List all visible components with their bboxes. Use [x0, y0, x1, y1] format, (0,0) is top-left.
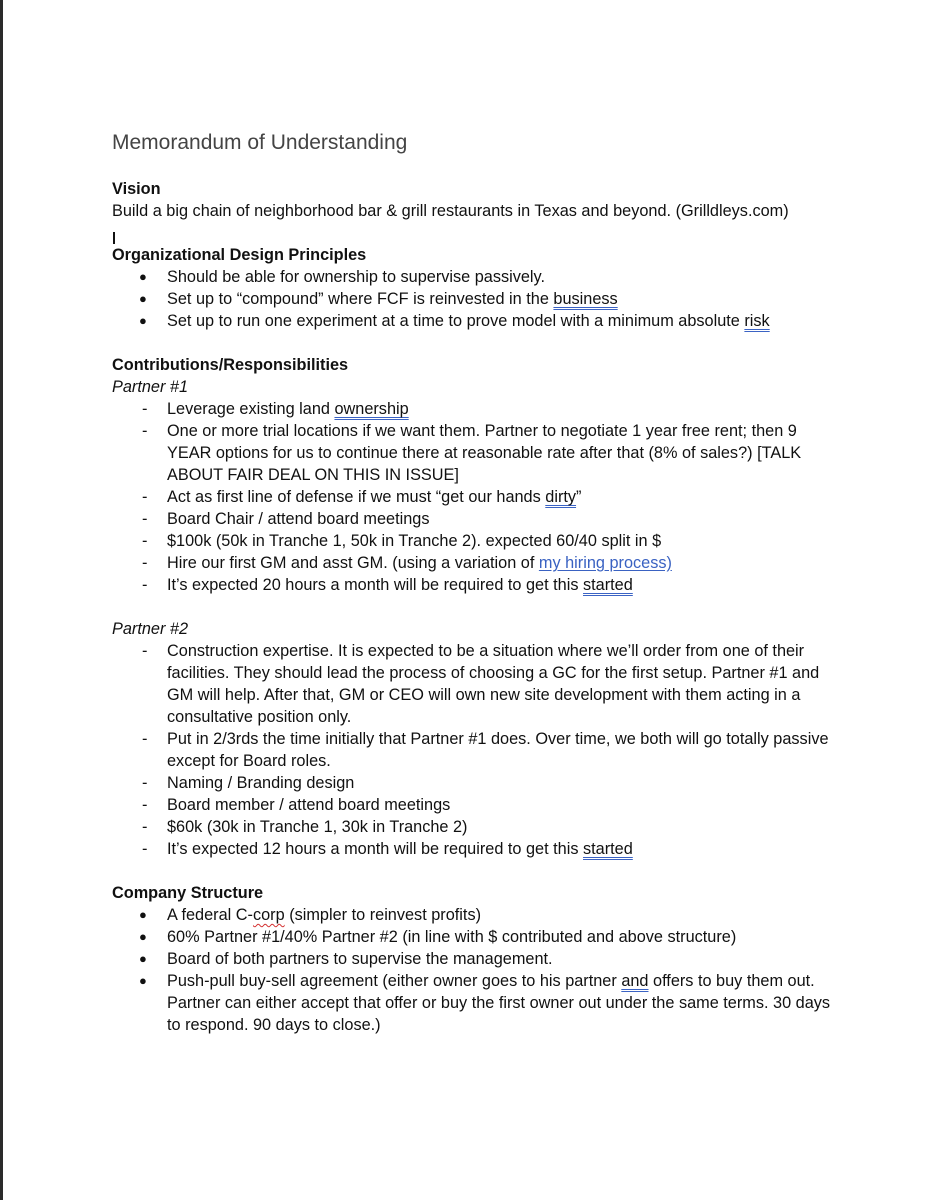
- list-item-text: Board of both partners to supervise the management.: [167, 950, 553, 968]
- list-item-text: Hire our first GM and asst GM. (using a variation of: [167, 554, 539, 572]
- org-design-list: [112, 266, 832, 332]
- list-item: [112, 420, 832, 486]
- vision-heading: Vision: [112, 180, 161, 198]
- list-item-text: Naming / Branding design: [167, 774, 355, 792]
- list-item: [112, 574, 832, 596]
- bullet-marker: ●: [139, 929, 147, 944]
- dash-marker: -: [142, 400, 148, 418]
- document-title: Memorandum of Understanding: [112, 131, 408, 154]
- grammar-suggestion[interactable]: risk: [744, 312, 770, 330]
- list-item: [112, 904, 832, 926]
- company-structure-heading: Company Structure: [112, 884, 264, 902]
- text-cursor: [113, 232, 115, 244]
- list-item: [112, 816, 832, 838]
- list-item-text: Set up to “compound” where FCF is reinvested in the: [167, 290, 554, 308]
- bullet-marker: ●: [139, 951, 147, 966]
- dash-marker: -: [142, 422, 148, 440]
- contributions-heading: Contributions/Responsibilities: [112, 356, 349, 374]
- partner2-heading: Partner #2: [112, 620, 189, 638]
- list-item-text: $100k (50k in Tranche 1, 50k in Tranche 2). expected 60/40 split in $: [167, 532, 662, 550]
- dash-marker: -: [142, 840, 148, 858]
- list-item-text: Leverage existing land: [167, 400, 335, 418]
- hiring-process-link[interactable]: my hiring process): [538, 554, 672, 572]
- list-item: [112, 530, 832, 552]
- grammar-suggestion[interactable]: ownership: [334, 400, 409, 418]
- list-item: [112, 552, 832, 574]
- list-item-text: Construction expertise. It is expected to be a situation where we’ll order from one of their facilities. They should lead the process of choosing a GC for the first setup. Partner #1 and GM will help. After that, GM or CEO will own new site development with them acting in a consultative position only.: [167, 642, 820, 726]
- dash-marker: -: [142, 488, 148, 506]
- grammar-suggestion[interactable]: started: [583, 576, 633, 594]
- list-item-text: Board member / attend board meetings: [167, 796, 451, 814]
- list-item-text: ”: [576, 488, 582, 506]
- list-item-text: 60% Partner #1/40% Partner #2 (in line with $ contributed and above structure): [167, 928, 737, 946]
- bullet-marker: ●: [139, 313, 147, 328]
- list-item-text: A federal C-: [167, 906, 253, 924]
- list-item-text: (simpler to reinvest profits): [284, 906, 482, 924]
- grammar-suggestion[interactable]: started: [583, 840, 633, 858]
- list-item: [112, 948, 832, 970]
- list-item: [112, 640, 832, 728]
- list-item: [112, 398, 832, 420]
- company-structure-list: [112, 904, 832, 1036]
- bullet-marker: ●: [139, 907, 147, 922]
- grammar-suggestion[interactable]: business: [553, 290, 618, 308]
- dash-marker: -: [142, 554, 148, 572]
- list-item-text: offers to buy them out. Partner can either accept that offer or buy the first owner out under the same terms. 30 days to respond. 90 days to close.): [167, 972, 831, 1034]
- dash-marker: -: [142, 818, 148, 836]
- dash-marker: -: [142, 576, 148, 594]
- list-item: [112, 838, 832, 860]
- partner2-list: [112, 640, 832, 860]
- list-item: [112, 794, 832, 816]
- list-item: [112, 266, 832, 288]
- list-item-text: One or more trial locations if we want them. Partner to negotiate 1 year free rent; then 9 YEAR options for us to continue there at reasonable rate after that (8% of sales?) [TALK ABOUT FAIR DEAL ON THIS IN ISSUE]: [167, 422, 802, 484]
- dash-marker: -: [142, 642, 148, 660]
- page-left-border: [0, 0, 3, 1200]
- grammar-suggestion[interactable]: dirty: [545, 488, 577, 506]
- vision-text: Build a big chain of neighborhood bar & grill restaurants in Texas and beyond. (Grilldleys.com): [112, 202, 789, 220]
- spacer: [112, 332, 832, 354]
- list-item-text: Put in 2/3rds the time initially that Partner #1 does. Over time, we both will go totally passive except for Board roles.: [167, 730, 829, 770]
- list-item: [112, 508, 832, 530]
- bullet-marker: ●: [139, 291, 147, 306]
- list-item: [112, 970, 832, 1036]
- list-item-text: Set up to run one experiment at a time to prove model with a minimum absolute: [167, 312, 745, 330]
- list-item-text: Should be able for ownership to supervise passively.: [167, 268, 545, 286]
- list-item: [112, 772, 832, 794]
- dash-marker: -: [142, 510, 148, 528]
- spacer: [112, 860, 832, 882]
- bullet-marker: ●: [139, 973, 147, 988]
- spelling-error[interactable]: corp: [252, 906, 285, 924]
- dash-marker: -: [142, 532, 148, 550]
- list-item-text: Board Chair / attend board meetings: [167, 510, 430, 528]
- bullet-marker: ●: [139, 269, 147, 284]
- cursor-line[interactable]: [112, 222, 832, 244]
- partner1-list: [112, 398, 832, 596]
- list-item-text: It’s expected 20 hours a month will be required to get this: [167, 576, 584, 594]
- dash-marker: -: [142, 774, 148, 792]
- list-item-text: Act as first line of defense if we must “get our hands: [167, 488, 546, 506]
- list-item: [112, 728, 832, 772]
- dash-marker: -: [142, 730, 148, 748]
- dash-marker: -: [142, 796, 148, 814]
- partner1-heading: Partner #1: [112, 378, 189, 396]
- document-page: [112, 128, 832, 1036]
- spacer: [112, 596, 832, 618]
- list-item: [112, 310, 832, 332]
- list-item: [112, 288, 832, 310]
- list-item: [112, 486, 832, 508]
- list-item-text: Push-pull buy-sell agreement (either owner goes to his partner: [167, 972, 622, 990]
- list-item: [112, 926, 832, 948]
- grammar-suggestion[interactable]: and: [621, 972, 649, 990]
- list-item-text: $60k (30k in Tranche 1, 30k in Tranche 2): [167, 818, 468, 836]
- org-design-heading: Organizational Design Principles: [112, 246, 367, 264]
- list-item-text: It’s expected 12 hours a month will be required to get this: [167, 840, 584, 858]
